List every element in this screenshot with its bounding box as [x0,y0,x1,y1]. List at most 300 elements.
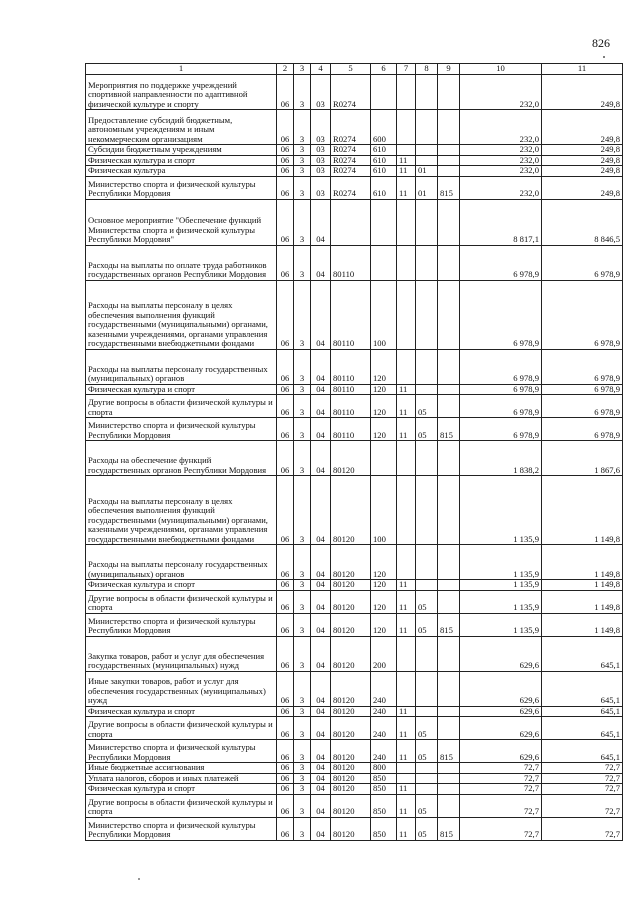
table-cell-col-8 [416,773,438,784]
table-cell-col-4: 04 [311,671,331,706]
table-cell-col-3: 3 [294,590,311,613]
table-cell-col-7 [397,476,416,545]
table-cell-col-3: 3 [294,580,311,591]
table-cell-col-3: 3 [294,476,311,545]
table-cell-col-7: 11 [397,717,416,740]
table-cell-col-3: 3 [294,763,311,774]
table-cell-col-11: 1 867,6 [542,441,623,476]
table-cell-col-4: 04 [311,280,331,349]
table-cell-col-8 [416,476,438,545]
table-cell-col-2: 06 [277,441,294,476]
column-header-6: 6 [371,64,397,75]
table-cell-col-3: 3 [294,545,311,580]
scan-mark [138,878,140,880]
table-row [86,740,623,763]
table-cell-col-10: 629,6 [460,740,542,763]
table-cell-col-10: 232,0 [460,75,542,110]
table-cell-col-5: 80120 [331,740,371,763]
table-cell-col-11: 249,8 [542,166,623,177]
row-description: Расходы на выплаты персоналу государственных (муниципальных) органов [86,349,277,384]
table-row [86,245,623,280]
row-description: Расходы на выплаты персоналу государственных (муниципальных) органов [86,545,277,580]
table-cell-col-4: 04 [311,245,331,280]
table-cell-col-6: 850 [371,784,397,795]
column-header-9: 9 [438,64,460,75]
table-cell-col-6: 850 [371,817,397,840]
table-cell-col-2: 06 [277,773,294,784]
table-cell-col-5: 80110 [331,418,371,441]
table-cell-col-4: 04 [311,580,331,591]
table-cell-col-5: 80120 [331,817,371,840]
table-cell-col-6: 100 [371,280,397,349]
table-cell-col-7 [397,636,416,671]
table-cell-col-3: 3 [294,110,311,145]
table-row [86,671,623,706]
table-cell-col-10: 232,0 [460,166,542,177]
table-cell-col-6: 120 [371,613,397,636]
table-cell-col-2: 06 [277,176,294,199]
row-description: Уплата налогов, сборов и иных платежей [86,773,277,784]
column-header-5: 5 [331,64,371,75]
table-cell-col-6: 120 [371,590,397,613]
table-row [86,794,623,817]
table-cell-col-8 [416,545,438,580]
table-cell-col-10: 6 978,9 [460,395,542,418]
table-cell-col-8: 05 [416,590,438,613]
table-cell-col-8 [416,349,438,384]
column-header-7: 7 [397,64,416,75]
table-cell-col-10: 1 135,9 [460,545,542,580]
table-cell-col-3: 3 [294,784,311,795]
table-cell-col-8: 05 [416,794,438,817]
row-description: Другие вопросы в области физической культуры и спорта [86,395,277,418]
table-cell-col-4: 04 [311,476,331,545]
table-cell-col-6: 120 [371,418,397,441]
table-cell-col-6: 600 [371,110,397,145]
table-cell-col-4: 04 [311,349,331,384]
table-cell-col-9 [438,155,460,166]
row-description: Физическая культура и спорт [86,384,277,395]
table-cell-col-6: 240 [371,717,397,740]
table-cell-col-2: 06 [277,763,294,774]
table-cell-col-5 [331,199,371,245]
table-cell-col-7: 11 [397,176,416,199]
row-description: Физическая культура и спорт [86,155,277,166]
table-cell-col-6: 610 [371,155,397,166]
table-cell-col-8: 05 [416,740,438,763]
table-cell-col-7 [397,245,416,280]
table-cell-col-3: 3 [294,176,311,199]
scan-dot [603,56,605,58]
table-row [86,763,623,774]
table-cell-col-7: 11 [397,784,416,795]
table-cell-col-11: 6 978,9 [542,280,623,349]
table-cell-col-11: 1 149,8 [542,613,623,636]
table-cell-col-6: 120 [371,545,397,580]
table-cell-col-5: R0274 [331,145,371,156]
row-description: Физическая культура и спорт [86,784,277,795]
table-cell-col-10: 232,0 [460,145,542,156]
table-cell-col-7 [397,110,416,145]
table-cell-col-9: 815 [438,418,460,441]
table-cell-col-6 [371,245,397,280]
table-cell-col-2: 06 [277,349,294,384]
table-cell-col-3: 3 [294,349,311,384]
table-cell-col-9 [438,784,460,795]
table-cell-col-4: 04 [311,817,331,840]
table-cell-col-10: 6 978,9 [460,280,542,349]
table-cell-col-10: 6 978,9 [460,349,542,384]
table-cell-col-5: R0274 [331,75,371,110]
table-cell-col-8: 05 [416,817,438,840]
table-cell-col-4: 04 [311,545,331,580]
table-cell-col-6: 120 [371,395,397,418]
table-cell-col-9 [438,245,460,280]
table-cell-col-9 [438,476,460,545]
table-cell-col-6: 610 [371,176,397,199]
table-cell-col-8 [416,245,438,280]
table-cell-col-11: 249,8 [542,110,623,145]
table-cell-col-5: 80110 [331,245,371,280]
table-cell-col-11: 249,8 [542,145,623,156]
table-cell-col-7 [397,280,416,349]
table-cell-col-11: 249,8 [542,75,623,110]
table-cell-col-10: 1 135,9 [460,590,542,613]
table-row [86,75,623,110]
column-header-1: 1 [86,64,277,75]
table-row [86,145,623,156]
table-cell-col-2: 06 [277,590,294,613]
table-cell-col-9: 815 [438,613,460,636]
table-cell-col-3: 3 [294,817,311,840]
table-cell-col-8 [416,763,438,774]
table-cell-col-10: 72,7 [460,773,542,784]
table-cell-col-3: 3 [294,280,311,349]
table-cell-col-8 [416,110,438,145]
table-cell-col-3: 3 [294,384,311,395]
row-description: Другие вопросы в области физической культуры и спорта [86,590,277,613]
row-description: Другие вопросы в области физической культуры и спорта [86,794,277,817]
table-cell-col-9 [438,145,460,156]
table-cell-col-3: 3 [294,613,311,636]
table-cell-col-4: 04 [311,784,331,795]
table-body [86,75,623,841]
table-cell-col-10: 232,0 [460,176,542,199]
table-cell-col-2: 06 [277,580,294,591]
table-cell-col-2: 06 [277,75,294,110]
column-header-3: 3 [294,64,311,75]
table-cell-col-4: 04 [311,441,331,476]
table-cell-col-7: 11 [397,384,416,395]
table-cell-col-9 [438,384,460,395]
table-cell-col-9 [438,280,460,349]
table-cell-col-11: 249,8 [542,155,623,166]
table-cell-col-7: 11 [397,817,416,840]
table-cell-col-3: 3 [294,166,311,177]
table-cell-col-2: 06 [277,245,294,280]
row-description: Министерство спорта и физической культуры Республики Мордовия [86,418,277,441]
table-cell-col-4: 04 [311,740,331,763]
table-cell-col-5: 80120 [331,717,371,740]
table-cell-col-4: 03 [311,75,331,110]
table-row [86,817,623,840]
table-cell-col-6: 850 [371,794,397,817]
table-row [86,395,623,418]
table-cell-col-11: 8 846,5 [542,199,623,245]
table-cell-col-2: 06 [277,794,294,817]
table-cell-col-11: 645,1 [542,740,623,763]
table-cell-col-9 [438,580,460,591]
table-cell-col-3: 3 [294,740,311,763]
table-cell-col-9 [438,590,460,613]
table-cell-col-3: 3 [294,395,311,418]
table-cell-col-2: 06 [277,145,294,156]
table-row [86,636,623,671]
table-row [86,717,623,740]
column-header-2: 2 [277,64,294,75]
table-cell-col-6: 610 [371,145,397,156]
row-description: Иные бюджетные ассигнования [86,763,277,774]
table-cell-col-10: 629,6 [460,717,542,740]
column-header-10: 10 [460,64,542,75]
row-description: Расходы на обеспечение функций государственных органов Республики Мордовия [86,441,277,476]
table-cell-col-10: 629,6 [460,706,542,717]
table-cell-col-5: 80110 [331,349,371,384]
row-description: Предоставление субсидий бюджетным, автономным учреждениям и иным некоммерческим организациям [86,110,277,145]
table-row [86,784,623,795]
table-cell-col-6: 100 [371,476,397,545]
table-header-row [86,64,623,75]
table-cell-col-6: 120 [371,580,397,591]
table-cell-col-4: 04 [311,636,331,671]
table-cell-col-3: 3 [294,155,311,166]
table-cell-col-8: 01 [416,166,438,177]
table-cell-col-5: 80120 [331,763,371,774]
table-cell-col-4: 04 [311,706,331,717]
table-cell-col-7: 11 [397,580,416,591]
table-cell-col-8 [416,441,438,476]
table-cell-col-2: 06 [277,155,294,166]
table-cell-col-10: 6 978,9 [460,418,542,441]
table-cell-col-10: 1 135,9 [460,476,542,545]
table-cell-col-10: 6 978,9 [460,245,542,280]
table-cell-col-9 [438,110,460,145]
table-cell-col-9 [438,441,460,476]
table-cell-col-5: 80120 [331,773,371,784]
table-cell-col-8: 05 [416,395,438,418]
table-cell-col-7 [397,199,416,245]
table-cell-col-5: R0274 [331,155,371,166]
table-cell-col-10: 6 978,9 [460,384,542,395]
table-cell-col-4: 04 [311,717,331,740]
table-cell-col-9 [438,75,460,110]
column-header-8: 8 [416,64,438,75]
column-header-4: 4 [311,64,331,75]
table-cell-col-3: 3 [294,717,311,740]
table-cell-col-7 [397,773,416,784]
table-cell-col-9 [438,671,460,706]
table-cell-col-7: 11 [397,155,416,166]
budget-table [85,63,623,841]
table-row [86,580,623,591]
table-row [86,349,623,384]
table-cell-col-7: 11 [397,418,416,441]
row-description: Министерство спорта и физической культуры Республики Мордовия [86,817,277,840]
table-row [86,476,623,545]
table-cell-col-6: 850 [371,773,397,784]
table-cell-col-11: 645,1 [542,636,623,671]
table-cell-col-11: 6 978,9 [542,395,623,418]
table-cell-col-6: 800 [371,763,397,774]
table-cell-col-2: 06 [277,817,294,840]
row-description: Субсидии бюджетным учреждениям [86,145,277,156]
table-cell-col-11: 6 978,9 [542,245,623,280]
table-cell-col-6: 610 [371,166,397,177]
table-cell-col-3: 3 [294,145,311,156]
table-cell-col-6 [371,199,397,245]
table-cell-col-2: 06 [277,395,294,418]
table-cell-col-8 [416,155,438,166]
table-cell-col-8: 05 [416,717,438,740]
table-cell-col-10: 72,7 [460,763,542,774]
row-description: Министерство спорта и физической культуры Республики Мордовия [86,176,277,199]
table-cell-col-11: 72,7 [542,817,623,840]
row-description: Физическая культура [86,166,277,177]
table-cell-col-9 [438,349,460,384]
row-description: Расходы на выплаты по оплате труда работников государственных органов Республики Мордовия [86,245,277,280]
table-cell-col-8 [416,671,438,706]
table-cell-col-7: 11 [397,590,416,613]
table-cell-col-5: 80120 [331,580,371,591]
row-description: Министерство спорта и физической культуры Республики Мордовия [86,740,277,763]
table-cell-col-2: 06 [277,476,294,545]
table-cell-col-7: 11 [397,166,416,177]
row-description: Мероприятия по поддержке учреждений спортивной направленности по адаптивной физической культуре и спорту [86,75,277,110]
table-cell-col-9 [438,545,460,580]
table-cell-col-2: 06 [277,384,294,395]
table-cell-col-9 [438,199,460,245]
table-cell-col-7 [397,145,416,156]
row-description: Другие вопросы в области физической культуры и спорта [86,717,277,740]
table-cell-col-5: 80120 [331,784,371,795]
table-cell-col-2: 06 [277,636,294,671]
table-cell-col-10: 232,0 [460,110,542,145]
table-cell-col-8 [416,145,438,156]
table-cell-col-8: 01 [416,176,438,199]
table-row [86,176,623,199]
table-cell-col-7 [397,763,416,774]
table-cell-col-9 [438,773,460,784]
table-cell-col-2: 06 [277,199,294,245]
table-cell-col-6 [371,441,397,476]
row-description: Закупка товаров, работ и услуг для обеспечения государственных (муниципальных) нужд [86,636,277,671]
table-cell-col-6: 200 [371,636,397,671]
table-cell-col-5: R0274 [331,166,371,177]
table-cell-col-5: 80110 [331,384,371,395]
table-cell-col-8 [416,75,438,110]
table-cell-col-5: 80120 [331,636,371,671]
table-cell-col-4: 04 [311,590,331,613]
table-cell-col-4: 04 [311,395,331,418]
table-cell-col-3: 3 [294,794,311,817]
row-description: Физическая культура и спорт [86,706,277,717]
table-cell-col-5: 80120 [331,476,371,545]
table-cell-col-8 [416,384,438,395]
table-cell-col-4: 04 [311,418,331,441]
table-row [86,110,623,145]
table-cell-col-11: 6 978,9 [542,349,623,384]
row-description: Основное мероприятие "Обеспечение функций Министерства спорта и физической культуры Республики Мордовия" [86,199,277,245]
table-row [86,706,623,717]
table-cell-col-5: 80120 [331,671,371,706]
table-cell-col-2: 06 [277,740,294,763]
table-cell-col-10: 72,7 [460,817,542,840]
row-description: Расходы на выплаты персоналу в целях обеспечения выполнения функций государственными (муниципальными) органами, казенными учреждениями, органами управления государственными внебюджетными фондами [86,280,277,349]
table-cell-col-7 [397,441,416,476]
table-cell-col-2: 06 [277,717,294,740]
table-cell-col-11: 72,7 [542,773,623,784]
table-cell-col-2: 06 [277,418,294,441]
table-cell-col-5: 80120 [331,794,371,817]
table-cell-col-8 [416,580,438,591]
row-description: Иные закупки товаров, работ и услуг для обеспечения государственных (муниципальных) нужд [86,671,277,706]
table-cell-col-10: 1 135,9 [460,580,542,591]
table-cell-col-9 [438,166,460,177]
table-cell-col-5: 80120 [331,613,371,636]
table-cell-col-11: 249,8 [542,176,623,199]
table-cell-col-11: 72,7 [542,784,623,795]
table-cell-col-7: 11 [397,706,416,717]
table-cell-col-9 [438,794,460,817]
table-cell-col-9 [438,706,460,717]
table-row [86,441,623,476]
table-cell-col-3: 3 [294,245,311,280]
table-cell-col-7 [397,75,416,110]
table-cell-col-5: 80120 [331,590,371,613]
table-cell-col-2: 06 [277,671,294,706]
row-description: Министерство спорта и физической культуры Республики Мордовия [86,613,277,636]
table-cell-col-9 [438,763,460,774]
table-cell-col-7: 11 [397,740,416,763]
table-cell-col-8: 05 [416,613,438,636]
table-cell-col-11: 1 149,8 [542,590,623,613]
table-cell-col-9 [438,636,460,671]
table-cell-col-8 [416,280,438,349]
table-cell-col-5: R0274 [331,176,371,199]
table-cell-col-5: 80110 [331,280,371,349]
table-cell-col-10: 1 838,2 [460,441,542,476]
table-cell-col-11: 645,1 [542,671,623,706]
table-cell-col-4: 04 [311,794,331,817]
table-cell-col-6: 120 [371,349,397,384]
table-cell-col-3: 3 [294,773,311,784]
table-cell-col-11: 1 149,8 [542,545,623,580]
table-cell-col-5: 80110 [331,395,371,418]
table-cell-col-3: 3 [294,671,311,706]
table-cell-col-9: 815 [438,817,460,840]
row-description: Физическая культура и спорт [86,580,277,591]
table-cell-col-11: 72,7 [542,763,623,774]
page-number: 826 [592,36,610,50]
table-cell-col-4: 04 [311,613,331,636]
table-cell-col-5: 80120 [331,441,371,476]
table-cell-col-11: 1 149,8 [542,580,623,591]
table-cell-col-8 [416,636,438,671]
table-cell-col-2: 06 [277,784,294,795]
table-cell-col-11: 1 149,8 [542,476,623,545]
table-cell-col-11: 645,1 [542,706,623,717]
table-cell-col-4: 04 [311,773,331,784]
